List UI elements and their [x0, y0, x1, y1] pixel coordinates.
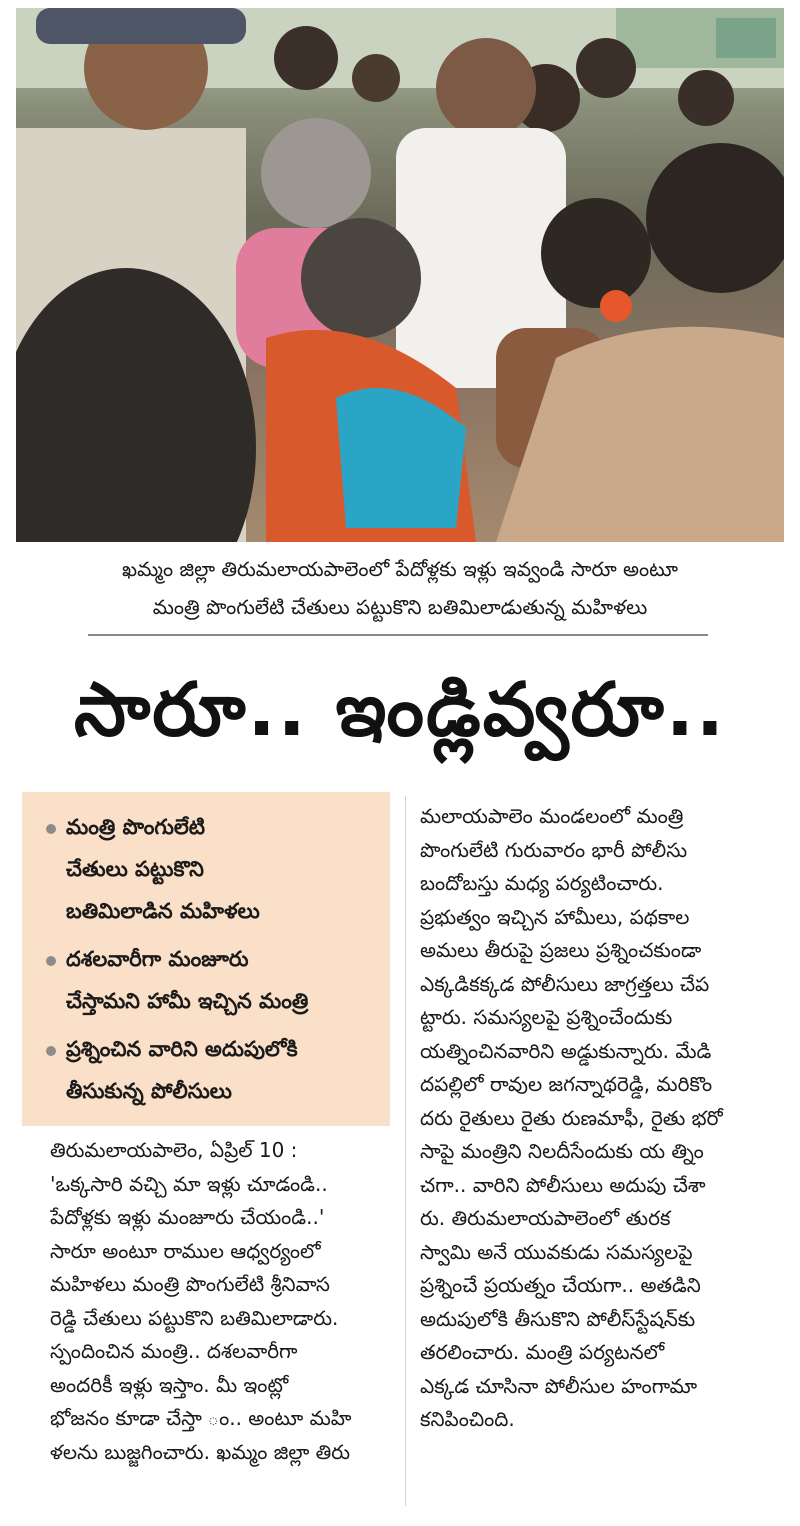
body-line: ఎక్కడికక్కడ పోలీసులు జాగ్రత్తలు చేప [420, 971, 710, 996]
body-line: ట్టారు. సమస్యలపై ప్రశ్నించేందుకు [420, 1005, 673, 1029]
body-line: ప్రభుత్వం ఇచ్చిన హామీలు, పథకాల [420, 904, 690, 929]
body-line: మలాయపాలెం మండలంలో మంత్రి [420, 804, 684, 828]
body-line: తరలించారు. మంత్రి పర్యటనలో [420, 1340, 665, 1364]
photo-caption-line-2: మంత్రి పొంగులేటి చేతులు పట్టుకొని బతిమిలాడుతున్న మహిళలు [152, 595, 648, 619]
highlight-line: బతిమిలాడిన మహిళలు [66, 899, 260, 923]
body-line: సారూ అంటూ రాముల ఆధ్వర్యంలో [50, 1238, 321, 1263]
highlight-line: చేస్తామని హామీ ఇచ్చిన మంత్రి [66, 989, 309, 1013]
highlight-line: మంత్రి పొంగులేటి [66, 815, 206, 839]
article-body-right [420, 800, 790, 1437]
caption-divider [88, 634, 708, 636]
body-line: చగా.. వారిని పోలీసులు అదుపు చేశా [420, 1172, 706, 1197]
body-line: బందోబస్తు మధ్య పర్యటించారు. [420, 871, 664, 895]
body-line: అమలు తీరుపై ప్రజలు ప్రశ్నించకుండా [420, 938, 702, 962]
bullet-icon [46, 956, 56, 966]
dateline: తిరుమలాయపాలెం, ఏప్రిల్ 10 : [50, 1138, 298, 1162]
highlight-item [40, 806, 380, 932]
body-line: ఎక్కడ చూసినా పోలీసుల హంగామా [420, 1373, 698, 1398]
body-line: ళలను బుజ్జగించారు. ఖమ్మం జిల్లా తిరు [50, 1439, 351, 1464]
body-line: అదుపులోకి తీసుకొని పోలీస్‌స్టేషన్‌కు [420, 1306, 696, 1331]
body-line: భోజనం కూడా చేస్తా ం.. అంటూ మహి [50, 1406, 352, 1430]
highlight-line: ప్రశ్నించిన వారిని అదుపులోకి [66, 1037, 298, 1061]
photo-caption-line-1: ఖమ్మం జిల్లా తిరుమలాయపాలెంలో పేదోళ్లకు ఇళ్లు ఇవ్వండి సారూ అంటూ [122, 557, 678, 581]
body-line: సాపై మంత్రిని నిలదీసేందుకు య త్నిం [420, 1139, 704, 1163]
column-divider [405, 796, 406, 1506]
body-line: 'ఒక్కసారి వచ్చి మా ఇళ్లు చూడండి.. [50, 1171, 328, 1196]
highlights-box [22, 792, 390, 1126]
body-line: రు. తిరుమలాయపాలెంలో తురక [420, 1206, 671, 1230]
body-line: స్పందించిన మంత్రి.. దశలవారీగా [50, 1339, 298, 1363]
body-line: పొంగులేటి గురువారం భారీ పోలీసు [420, 837, 688, 862]
highlight-item [40, 938, 380, 1022]
body-line: యత్నించినవారిని అడ్డుకున్నారు. మేడి [420, 1038, 712, 1063]
body-line: రెడ్డి చేతులు పట్టుకొని బతిమిలాడారు. [50, 1305, 339, 1330]
headline: సారూ.. ఇండ్లివ్వరూ.. [73, 667, 727, 753]
body-line: దపల్లిలో రావుల జగన్నాథరెడ్డి, మరికొం [420, 1072, 713, 1096]
body-line: పేదోళ్లకు ఇళ్లు మంజూరు చేయండి..' [50, 1205, 325, 1229]
highlight-line: దశలవారీగా మంజూరు [66, 947, 249, 971]
body-line: మహిళలు మంత్రి పొంగులేటి శ్రీనివాస [50, 1272, 330, 1296]
highlight-line: తీసుకున్న పోలీసులు [66, 1079, 232, 1103]
body-line: అందరికీ ఇళ్లు ఇస్తాం. మీ ఇంట్లో [50, 1372, 289, 1397]
body-line: ప్రశ్నించే ప్రయత్నం చేయగా.. అతడిని [420, 1273, 701, 1297]
news-photo [16, 8, 784, 542]
highlight-line: చేతులు పట్టుకొని [66, 857, 204, 881]
article-body-left [50, 1134, 394, 1469]
highlight-item [40, 1028, 380, 1112]
body-line: కనిపించింది. [420, 1407, 515, 1431]
bullet-icon [46, 824, 56, 834]
crowd-illustration [16, 8, 784, 542]
body-line: దరు రైతులు రైతు రుణమాఫీ, రైతు భరో [420, 1105, 723, 1130]
body-line: స్వామి అనే యువకుడు సమస్యలపై [420, 1239, 693, 1264]
bullet-icon [46, 1046, 56, 1056]
